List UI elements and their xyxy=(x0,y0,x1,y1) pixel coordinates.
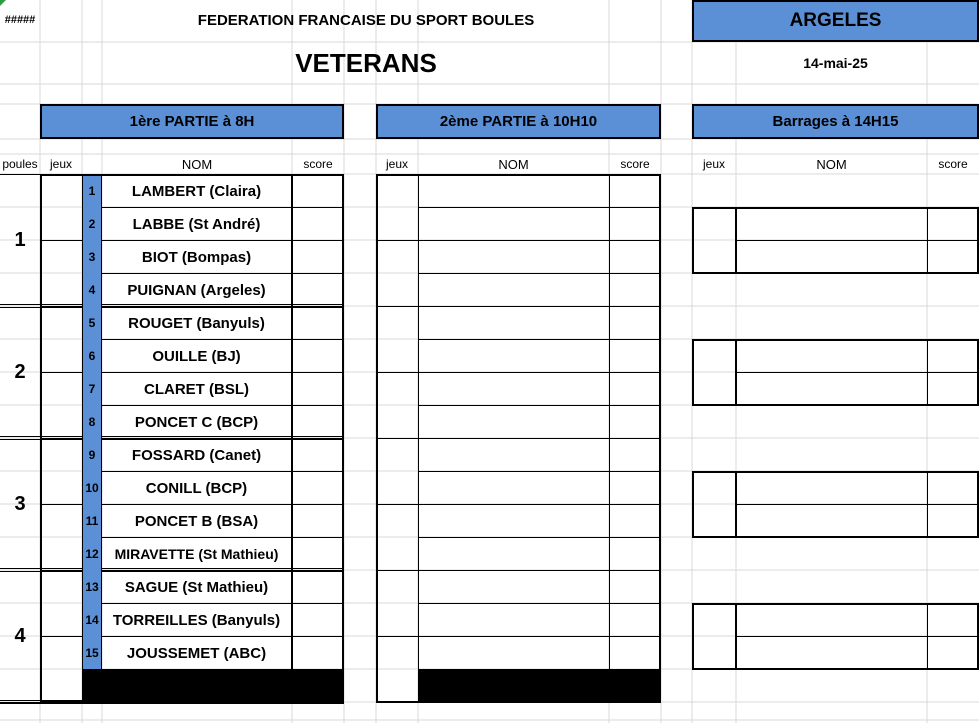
barrage-score-cell[interactable] xyxy=(927,372,979,406)
player-number: 7 xyxy=(82,372,102,406)
player-name: CLARET (BSL) xyxy=(102,372,292,406)
barrage-nom-cell[interactable] xyxy=(736,339,928,373)
barrage-score-cell[interactable] xyxy=(927,504,979,538)
player-name: LABBE (St André) xyxy=(102,207,292,241)
player-name: ROUGET (Banyuls) xyxy=(102,306,292,340)
partie2-header: 2ème PARTIE à 10H10 xyxy=(376,104,661,139)
barrage-nom-cell[interactable] xyxy=(736,471,928,505)
player-name: LAMBERT (Claira) xyxy=(102,174,292,208)
player-name: CONILL (BCP) xyxy=(102,471,292,505)
barrage-score-cell[interactable] xyxy=(927,603,979,637)
player-name: OUILLE (BJ) xyxy=(102,339,292,373)
col-score-1: score xyxy=(303,157,333,171)
barrage-score-cell[interactable] xyxy=(927,471,979,505)
barrage-jeux-cell[interactable] xyxy=(692,471,737,538)
poule-label: 2 xyxy=(14,360,26,383)
col-jeux-2: jeux xyxy=(385,157,408,171)
poule-label: 4 xyxy=(14,624,26,647)
corner-cell: ##### xyxy=(4,14,36,26)
player-name: FOSSARD (Canet) xyxy=(102,438,292,472)
player-number: 6 xyxy=(82,339,102,373)
player-number: 14 xyxy=(82,603,102,637)
player-number: 3 xyxy=(82,240,102,274)
corner-marker xyxy=(0,0,6,6)
player-name: SAGUE (St Mathieu) xyxy=(102,570,292,604)
barrage-score-cell[interactable] xyxy=(927,339,979,373)
player-number: 15 xyxy=(82,636,102,670)
barrage-jeux-cell[interactable] xyxy=(692,207,737,274)
player-number: 13 xyxy=(82,570,102,604)
player-name: JOUSSEMET (ABC) xyxy=(102,636,292,670)
col-poules: poules xyxy=(2,157,38,171)
barrage-nom-cell[interactable] xyxy=(736,504,928,538)
col-nom-3: NOM xyxy=(816,156,847,172)
player-name: PONCET C (BCP) xyxy=(102,405,292,439)
barrage-nom-cell[interactable] xyxy=(736,207,928,241)
federation-title: FEDERATION FRANCAISE DU SPORT BOULES xyxy=(197,11,535,29)
player-name: MIRAVETTE (St Mathieu) xyxy=(102,537,292,571)
col-score-2: score xyxy=(620,157,650,171)
player-name: BIOT (Bompas) xyxy=(102,240,292,274)
player-name: PONCET B (BSA) xyxy=(102,504,292,538)
barrage-nom-cell[interactable] xyxy=(736,240,928,274)
barrage-jeux-cell[interactable] xyxy=(692,603,737,670)
barrages-header: Barrages à 14H15 xyxy=(692,104,979,139)
date-label: 14-mai-25 xyxy=(803,55,868,71)
barrage-nom-cell[interactable] xyxy=(736,636,928,670)
col-score-3: score xyxy=(938,157,968,171)
col-jeux-3: jeux xyxy=(702,157,725,171)
player-name: PUIGNAN (Argeles) xyxy=(102,273,292,307)
barrage-jeux-cell[interactable] xyxy=(692,339,737,406)
player-number: 2 xyxy=(82,207,102,241)
partie1-header: 1ère PARTIE à 8H xyxy=(40,104,344,139)
player-number: 10 xyxy=(82,471,102,505)
barrage-nom-cell[interactable] xyxy=(736,603,928,637)
player-number: 4 xyxy=(82,273,102,307)
partie2-frame xyxy=(376,174,661,703)
poule-label: 1 xyxy=(14,228,26,251)
barrage-score-cell[interactable] xyxy=(927,636,979,670)
poule-label: 3 xyxy=(14,492,26,515)
player-number: 1 xyxy=(82,174,102,208)
player-name: TORREILLES (Banyuls) xyxy=(102,603,292,637)
category-title: VETERANS xyxy=(295,47,437,78)
partie1-frame xyxy=(40,174,344,703)
player-number: 5 xyxy=(82,306,102,340)
barrage-score-cell[interactable] xyxy=(927,207,979,241)
player-number: 8 xyxy=(82,405,102,439)
poules-frame xyxy=(0,174,41,703)
player-number: 12 xyxy=(82,537,102,571)
barrage-score-cell[interactable] xyxy=(927,240,979,274)
player-number: 11 xyxy=(82,504,102,538)
col-nom-1: NOM xyxy=(181,156,213,172)
player-number: 9 xyxy=(82,438,102,472)
barrage-nom-cell[interactable] xyxy=(736,372,928,406)
location-header: ARGELES xyxy=(692,0,979,42)
col-nom-2: NOM xyxy=(498,156,529,172)
col-jeux-1: jeux xyxy=(49,157,72,171)
